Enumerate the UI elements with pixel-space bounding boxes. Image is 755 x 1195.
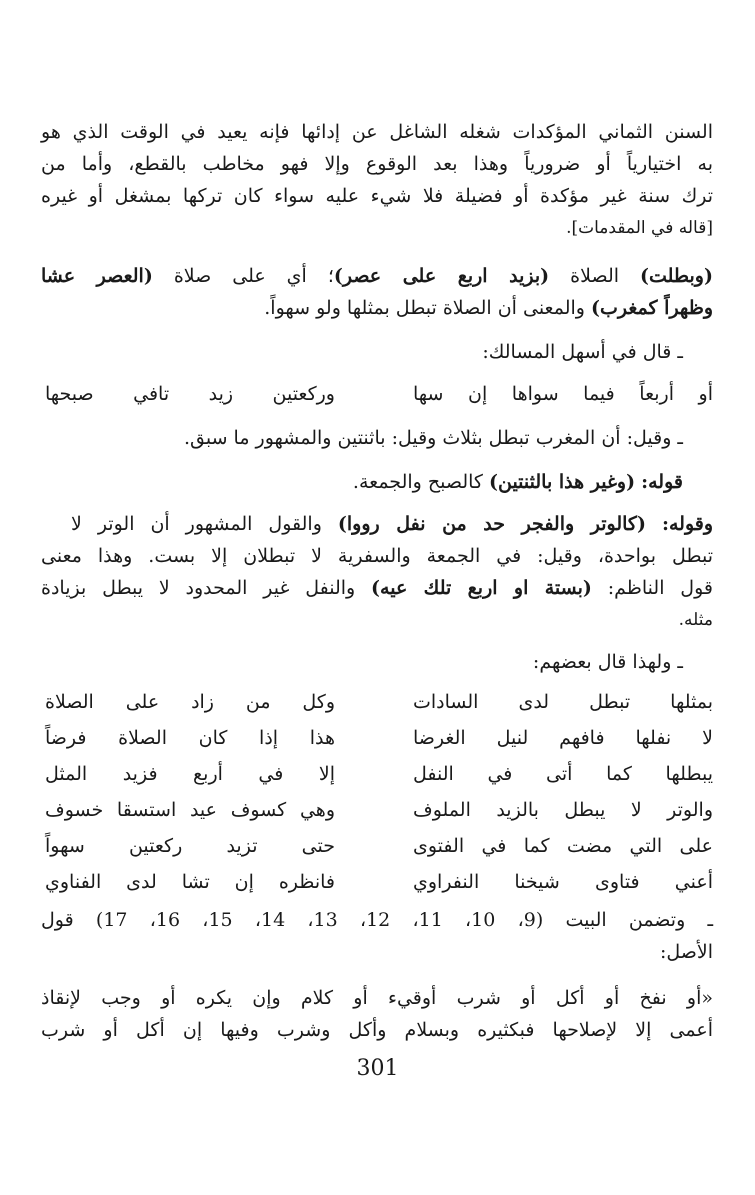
text: والمعنى أن الصلاة تبطل بمثلها ولو سهواً. [264,297,591,319]
para2-line2 [41,294,713,322]
verse-hemistich-right: وكل من زاد على الصلاة [45,691,335,713]
verse-hemistich-left: أعني فتاوى شيخنا النفراوي [413,871,713,893]
label: وقوله: [661,513,714,535]
verse-hemistich-right: وهي كسوف عيد استسقا خسوف [45,799,335,821]
verse-hemistich-left: بمثلها تبطل لدى السادات [413,691,713,713]
text: والقول المشهور أن الوتر لا [71,513,338,535]
verse-hemistich-right: إلا في أربع فزيد المثل [45,763,335,785]
para3-line4: مثله. [678,610,713,630]
bold-term: (بزيد اربع على عصر) [333,265,550,287]
bold-term: وظهراً كمغرب) [591,297,713,319]
bold-term: (وبطلت) [640,265,713,287]
tadamman-line1: ـ وتضمن البيت (9، 10، 11، 12، 13، 14، 15، 16، 17) قول [41,909,714,931]
bold-term: (بستة او اربع تلك عيه) [371,577,592,599]
bold-term: (كالوتر والفجر حد من نفل رووا) [337,513,646,535]
text: قول الناظم: [591,577,713,599]
text: كالصبح والجمعة. [352,471,489,493]
para2-line1 [41,262,713,290]
verse-hemistich-left: والوتر لا يبطل بالزيد الملوف [413,799,713,821]
verse-hemistich-left: يبطلها كما أتى في النفل [413,763,713,785]
para1-line2: به اختيارياً أو ضرورياً وهذا بعد الوقوع وإلا فهو مخاطب بالقطع، وأما من [41,153,713,175]
text: والنفل غير المحدود لا يبطل بزيادة [41,577,372,599]
quote-line2: أعمى إلا لإصلاحها فبكثيره وبسلام وأكل وشرب وفيها إن أكل أو شرب [41,1019,713,1041]
tadamman-line2: الأصل: [659,941,713,963]
text: الصلاة [549,265,640,287]
verse-hemistich-right: حتى تزيد ركعتين سهواً [45,835,335,857]
verse-hemistich-left: على التي مضت كما في الفتوى [413,835,713,857]
wqil-line: ـ وقيل: أن المغرب تبطل بثلاث وقيل: باثنتين والمشهور ما سبق. [183,427,683,449]
verse-hemistich-right: وركعتين زيد تافي صبحها [45,383,335,405]
para3-line3 [41,574,713,602]
verse-hemistich-right: فانظره إن تشا لدى الفناوي [45,871,335,893]
text: ؛ أي على صلاة [152,265,334,287]
para3-line2: تبطل بواحدة، وقيل: في الجمعة والسفرية لا تبطلان إلا بست. وهذا معنى [41,545,713,567]
bold-term: (العصر عشا [41,265,153,287]
bold-term: (وغير هذا بالثنتين) [488,471,636,493]
walihadha-line: ـ ولهذا قال بعضهم: [532,651,683,673]
para1-line1: السنن الثماني المؤكدات شغله الشاغل عن إدائها فإنه يعيد في الوقت الذي هو [41,121,713,143]
quote-line1: «أو نفخ أو أكل أو شرب أوقيء أو كلام وإن يكره أو وجب لإنقاذ [41,987,713,1009]
para1-line3: ترك سنة غير مؤكدة أو فضيلة فلا شيء عليه سواء كان تركها بمشغل أو غيره [41,185,713,207]
verse-hemistich-left: أو أربعاً فيما سواها إن سها [413,383,713,405]
qawluh-line [11,468,683,496]
page-number: 301 [356,1056,399,1081]
verse-hemistich-right: هذا إذا كان الصلاة فرضاً [45,727,335,749]
label: قوله: [641,471,683,493]
para1-line4: [قاله في المقدمات]. [566,218,713,238]
verse-hemistich-left: لا نفلها فافهم لنيل الغرضا [413,727,713,749]
qal-line: ـ قال في أسهل المسالك: [482,341,683,363]
para3-line1 [71,510,713,538]
